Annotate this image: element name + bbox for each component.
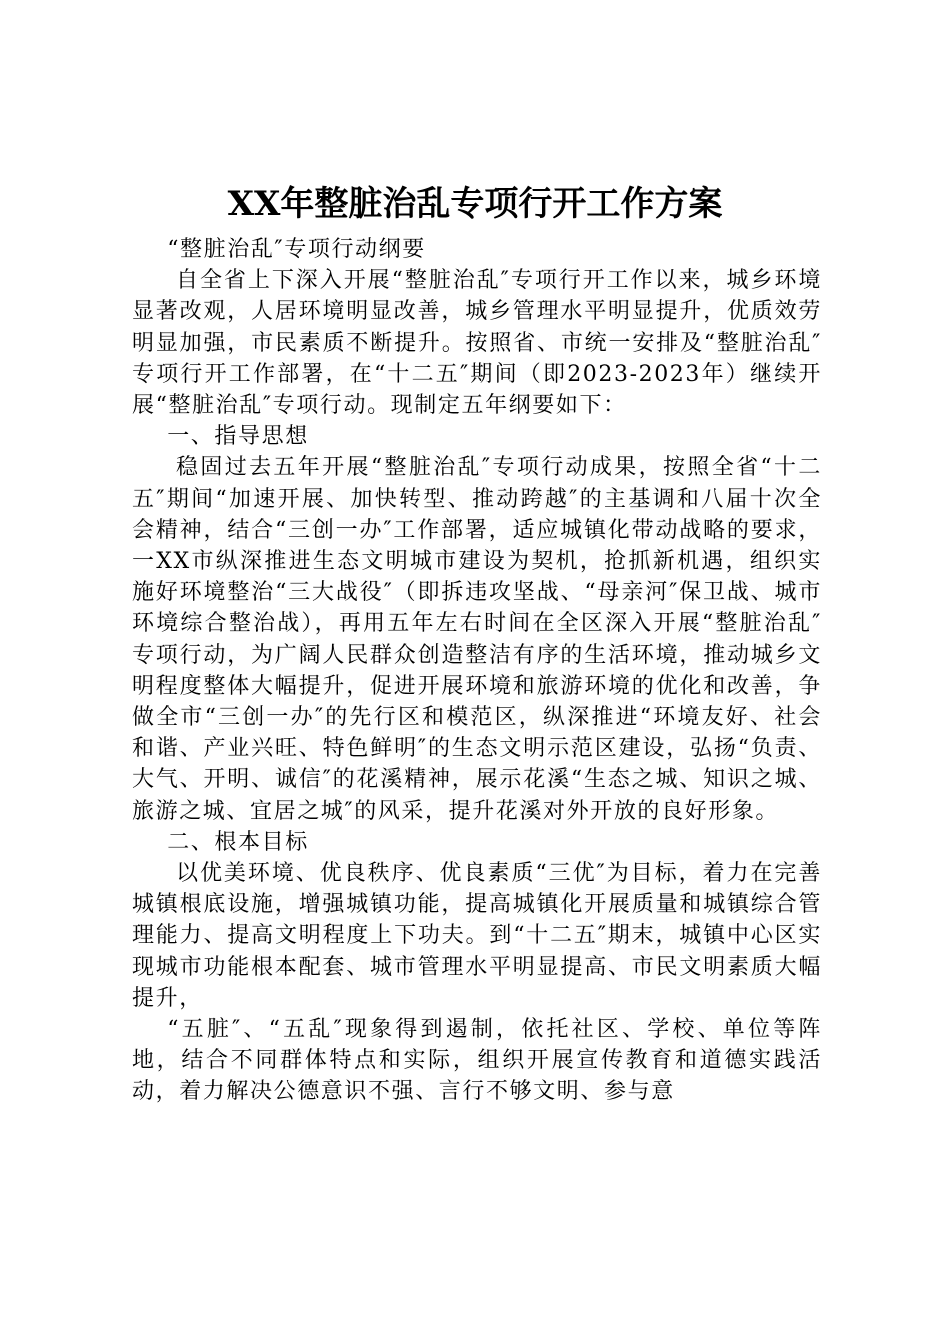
basic-goals-paragraph: 以优美环境、优良秩序、优良素质“三优″为目标，着力在完善城镇根底设施，增强城镇功能，提高城镇化开展质量和城镇综合管理能力、提高文明程度上下功夫。到“十二五″期末，城镇中心区实现城市功能根本配套、城市管理水平明显提高、市民文明素质大幅提升， bbox=[132, 861, 822, 1011]
section-heading-guiding-thought: 一、指导思想 bbox=[167, 424, 309, 450]
five-dirty-paragraph: “五脏″、“五乱″现象得到遏制，依托社区、学校、单位等阵地，结合不同群体特点和实际，组织开展宣传教育和道德实践活动，着力解决公德意识不强、言行不够文明、参与意 bbox=[132, 1017, 822, 1105]
section-heading-basic-goals: 二、根本目标 bbox=[167, 829, 309, 855]
document-body bbox=[132, 234, 822, 1108]
intro-paragraph: 自全省上下深入开展“整脏治乱″专项行开工作以来，城乡环境显著改观，人居环境明显改善，城乡管理水平明显提升，优质效劳明显加强，市民素质不断提升。按照省、市统一安排及“整脏治乱″专项行开工作部署，在“十二五″期间（即2023-2023年）继续开展“整脏治乱″专项行动。现制定五年纲要如下： bbox=[132, 268, 822, 419]
guiding-thought-paragraph: 稳固过去五年开展“整脏治乱″专项行动成果，按照全省“十二五″期间“加速开展、加快转型、推动跨越″的主基调和八届十次全会精神，结合“三创一办″工作部署，适应城镇化带动战略的要求，一XX市纵深推进生态文明城市建设为契机，抢抓新机遇，组织实施好环境整治“三大战役″（即拆违攻坚战、“母亲河″保卫战、城市环境综合整治战），再用五年左右时间在全区深入开展“整脏治乱″专项行动，为广阔人民群众创造整洁有序的生活环境，推动城乡文明程度整体大幅提升，促进开展环境和旅游环境的优化和改善，争做全市“三创一办″的先行区和模范区，纵深推进“环境友好、社会和谐、产业兴旺、特色鲜明″的生态文明示范区建设，弘扬“负责、大气、开明、诚信″的花溪精神，展示花溪“生态之城、知识之城、旅游之城、宜居之城″的风采，提升花溪对外开放的良好形象。 bbox=[132, 455, 822, 824]
subtitle-paragraph: “整脏治乱″专项行动纲要 bbox=[167, 237, 426, 262]
document-title: XX年整脏治乱专项行开工作方案 bbox=[227, 184, 723, 224]
